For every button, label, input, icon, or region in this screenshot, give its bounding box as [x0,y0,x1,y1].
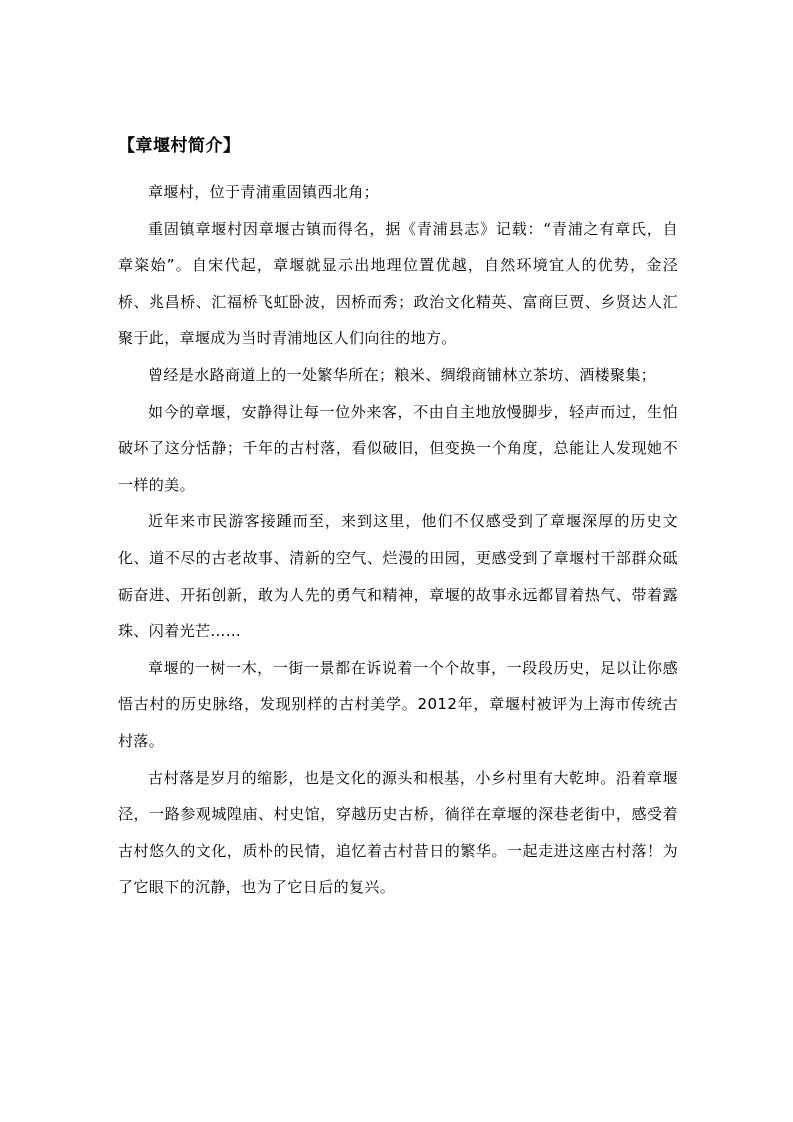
paragraph-location: 章堰村，位于青浦重固镇西北角； [148,183,380,201]
paragraph-present-day: 如今的章堰，安静得让每一位外来客，不由自主地放慢脚步，轻声而过，生怕破坏了这分恬静；千年的古村落，看似破旧，但变换一个角度，总能让人发现她不一样的美。 [118,402,678,494]
document-page [118,132,678,906]
paragraph-history: 重固镇章堰村因章堰古镇而得名，据《青浦县志》记载：“青浦之有章氏，自章粢始”。自宋代起，章堰就显示出地理位置优越，自然环境宜人的优势，金泾桥、兆昌桥、汇福桥飞虹卧波，因桥而秀；政治文化精英、富商巨贾、乡贤达人汇聚于此，章堰成为当时青浦地区人们向往的地方。 [118,219,678,348]
paragraph-trade-route: 曾经是水路商道上的一处繁华所在；粮米、绸缎商铺林立茶坊、酒楼聚集； [148,365,657,384]
paragraph-closing: 古村落是岁月的缩影，也是文化的源头和根基，小乡村里有大乾坤。沿着章堰泾，一路参观城隍庙、村史馆，穿越历史古桥，徜徉在章堰的深巷老街中，感受着古村悠久的文化，质朴的民情，追忆着古村昔日的繁华。一起走进这座古村落！为了它眼下的沉静，也为了它日后的复兴。 [118,768,678,897]
paragraph-stories: 章堰的一树一木，一街一景都在诉说着一个个故事，一段段历史，足以让你感悟古村的历史脉络，发现别样的古村美学。2012年，章堰村被评为上海市传统古村落。 [118,658,678,750]
document-title: 【章堰村简介】 [118,136,241,156]
paragraph-visitors: 近年来市民游客接踵而至，来到这里，他们不仅感受到了章堰深厚的历史文化、道不尽的古老故事、清新的空气、烂漫的田园，更感受到了章堰村干部群众砥砺奋进、开拓创新，敢为人先的勇气和精神，章堰的故事永远都冒着热气、带着露珠、闪着光芒…… [118,512,678,641]
